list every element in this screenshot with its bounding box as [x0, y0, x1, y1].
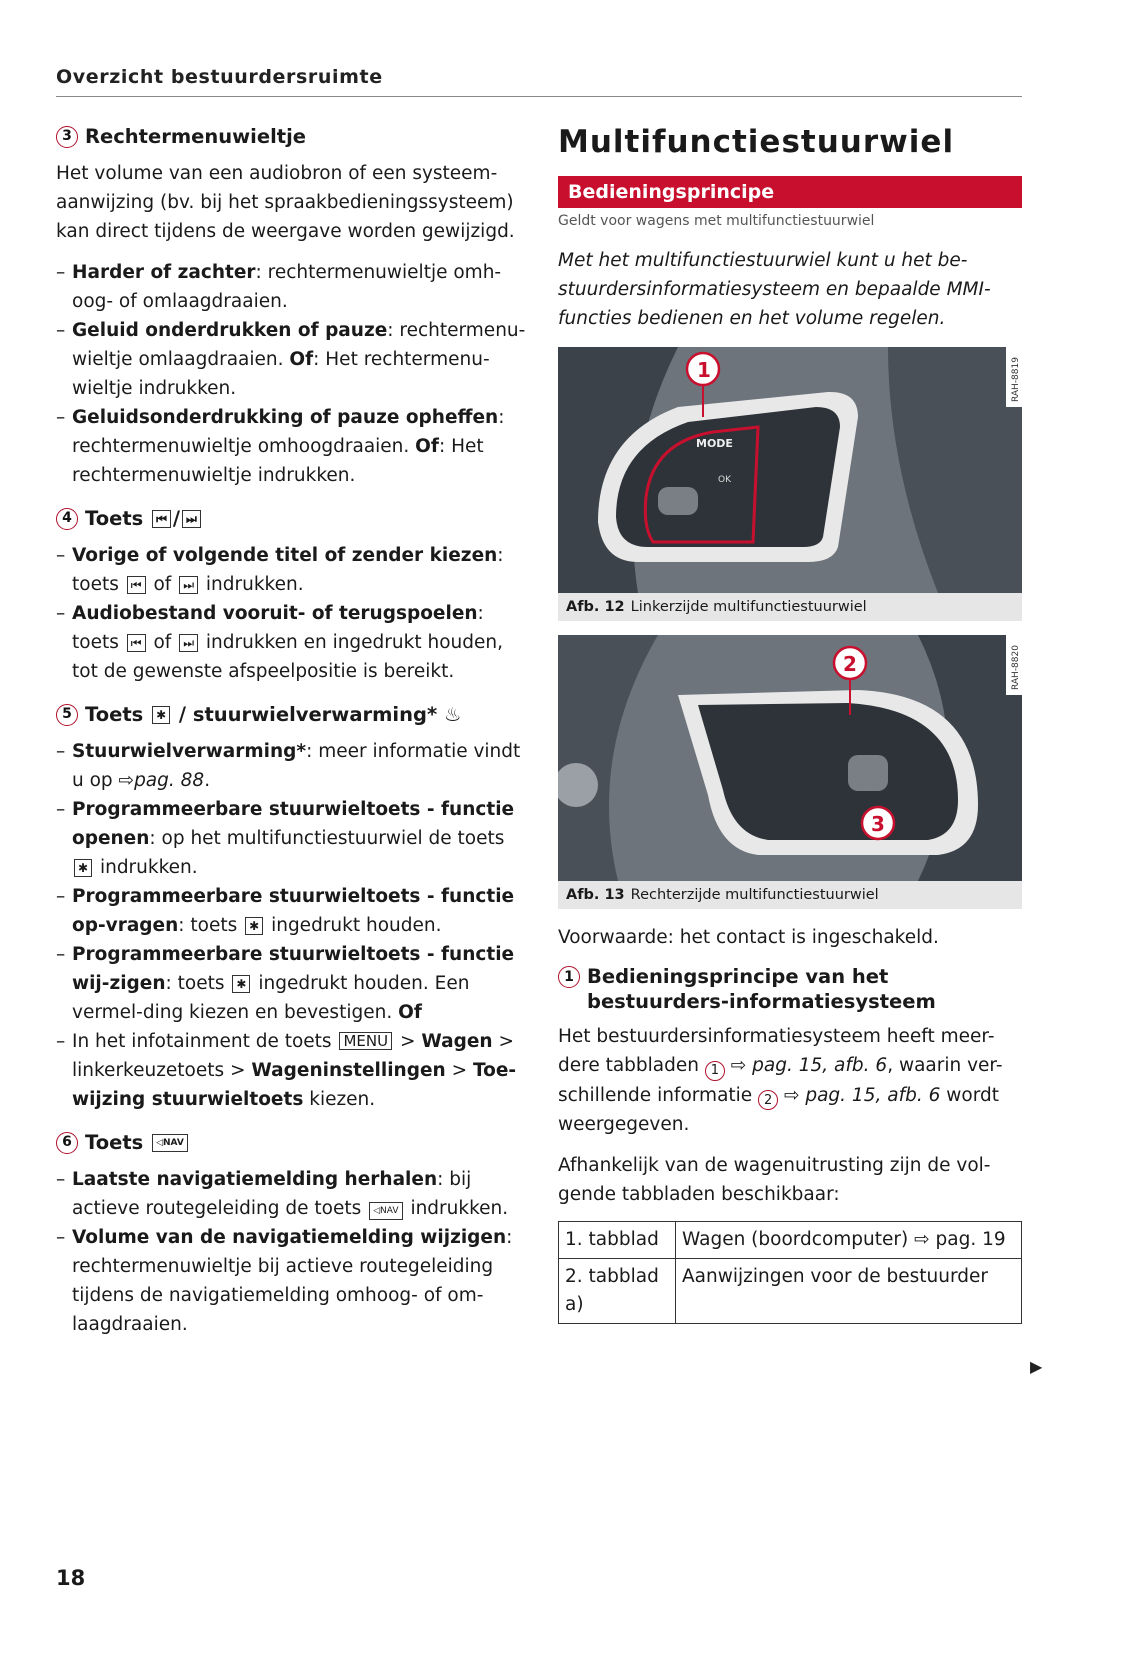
header-divider [56, 96, 1022, 97]
svg-text:MODE: MODE [696, 437, 733, 450]
figure-13-caption: Afb. 13 Rechterzijde multifunctiestuurwiel [558, 881, 1022, 909]
section-3-heading [56, 122, 526, 151]
callout-5-icon: 5 [56, 704, 78, 726]
section-4-title: Toets [85, 507, 144, 530]
list-item: – Geluid onderdrukken of pauze: rechtermenu-wieltje omlaagdraaien. Of: Het rechtermenu-wieltje indrukken. [56, 316, 526, 403]
section-5-heading [56, 700, 526, 729]
section-6-title: Toets [85, 1131, 144, 1154]
callout-6-icon: 6 [56, 1132, 78, 1154]
svg-text:2: 2 [843, 652, 857, 676]
callout-3-icon: 3 [56, 126, 78, 148]
callout-4-icon: 4 [56, 508, 78, 530]
previous-track-key-icon: ⏮ [127, 576, 146, 594]
star-key-icon: ✱ [152, 706, 170, 724]
section-3-title: Rechtermenuwieltje [85, 125, 306, 148]
figure-12-caption: Afb. 12 Linkerzijde multifunctiestuurwiel [558, 593, 1022, 621]
menu-key: MENU [339, 1032, 392, 1050]
steering-heat-icon: ♨ [443, 703, 462, 726]
figure-13-right-wheel [558, 635, 1022, 881]
page-header: Overzicht bestuurdersruimte [56, 66, 383, 88]
list-item: – Programmeerbare stuurwieltoets - functie op-vragen: toets ✱ ingedrukt houden. [56, 882, 526, 940]
section-5-subtitle: / stuurwielverwarming* [178, 703, 438, 726]
precondition-text: Voorwaarde: het contact is ingeschakeld. [558, 927, 939, 948]
list-item: – Programmeerbare stuurwieltoets - functie openen: op het multifunctiestuurwiel de toets ✱ indrukken. [56, 795, 526, 882]
previous-track-key-icon: ⏮ [127, 634, 146, 652]
table-row [559, 1259, 1022, 1324]
right-column [558, 122, 1022, 1324]
next-track-key-icon: ⏭ [179, 576, 198, 594]
list-item: – Programmeerbare stuurwieltoets - functie wij-zigen: toets ✱ ingedrukt houden. Een vermel-ding kiezen en bevestigen. Of [56, 940, 526, 1027]
table-cell: Aanwijzingen voor de bestuurder [676, 1259, 1022, 1324]
section-title: Multifunctiestuurwiel [558, 124, 955, 160]
subsection-bar: Bedieningsprincipe [558, 176, 1022, 208]
list-item: – Stuurwielverwarming*: meer informatie vindt u op ⇨pag. 88. [56, 737, 526, 795]
svg-text:RAH-8819: RAH-8819 [1011, 357, 1021, 402]
table-cell: 1. tabblad [559, 1222, 676, 1259]
section-6-list [56, 1165, 526, 1339]
page-number: 18 [56, 1566, 86, 1590]
section-5-list [56, 737, 526, 1114]
list-item: – Geluidsonderdrukking of pauze opheffen: rechtermenuwieltje omhoogdraaien. Of: Het rechtermenuwieltje indrukken. [56, 403, 526, 490]
intro-text: Met het multifunctiestuurwiel kunt u het be-stuurdersinformatiesysteem en bepaalde MMI-functies bedienen en het volume regelen. [558, 250, 991, 329]
list-item: – Harder of zachter: rechtermenuwieltje omh-oog- of omlaagdraaien. [56, 258, 526, 316]
section-3-list [56, 258, 526, 490]
tabs-table [558, 1221, 1022, 1324]
continue-arrow-icon: ▶ [1030, 1357, 1043, 1376]
svg-text:1: 1 [697, 358, 711, 382]
section-5-title: Toets [85, 703, 144, 726]
callout-1-icon: 1 [558, 966, 580, 988]
figure-12-left-wheel [558, 347, 1022, 593]
list-item: – Audiobestand vooruit- of terugspoelen: toets ⏮ of ⏭ indrukken en ingedrukt houden, tot de gewenste afspeelpositie is bereikt. [56, 599, 526, 686]
svg-text:RAH-8820: RAH-8820 [1011, 645, 1021, 690]
list-item: – Vorige of volgende titel of zender kiezen: toets ⏮ of ⏭ indrukken. [56, 541, 526, 599]
slash: / [172, 507, 180, 530]
star-key-icon: ✱ [74, 859, 92, 877]
steering-wheel-right-illustration [558, 635, 1022, 881]
nav-key-icon: ◁NAV [369, 1202, 402, 1220]
svg-text:3: 3 [871, 812, 885, 836]
star-key-icon: ✱ [232, 975, 250, 993]
svg-text:OK: OK [718, 475, 731, 485]
left-column [56, 122, 526, 1353]
section-4-heading [56, 504, 526, 533]
callout-1-icon: 1 [705, 1061, 725, 1081]
table-cell: Wagen (boordcomputer) ⇨ pag. 19 [676, 1222, 1022, 1259]
section-6-heading [56, 1128, 526, 1157]
list-item: – In het infotainment de toets MENU > Wagen > linkerkeuzetoets > Wageninstellingen > Toe-wijzing stuurwieltoets kiezen. [56, 1027, 526, 1114]
table-cell: 2. tabblad a) [559, 1259, 676, 1324]
next-track-key-icon: ⏭ [179, 634, 198, 652]
section-1-heading [558, 964, 1022, 1014]
next-track-key-icon: ⏭ [182, 510, 201, 528]
nav-key-icon: ◁NAV [152, 1134, 188, 1152]
section-1-title: Bedieningsprincipe van het bestuurders-informatiesysteem [587, 965, 936, 1013]
list-item: – Laatste navigatiemelding herhalen: bij actieve routegeleiding de toets ◁NAV indrukken. [56, 1165, 526, 1223]
list-item: – Volume van de navigatiemelding wijzigen: rechtermenuwieltje bij actieve routegeleiding tijdens de navigatiemelding omhoog- of om-laagdraaien. [56, 1223, 526, 1339]
tabs-paragraph: Het bestuurdersinformatiesysteem heeft meer-dere tabbladen 1 ⇨ pag. 15, afb. 6, waarin ver-schillende informatie 2 ⇨ pag. 15, afb. 6 wordt weergegeven. [558, 1026, 1003, 1135]
section-4-list [56, 541, 526, 686]
section-3-body: Het volume van een audiobron of een systeem-aanwijzing (bv. bij het spraakbedieningssysteem) kan direct tijdens de weergave worden gewijzigd. [56, 163, 515, 242]
availability-paragraph: Afhankelijk van de wagenuitrusting zijn de vol-gende tabbladen beschikbaar: [558, 1155, 991, 1205]
star-key-icon: ✱ [245, 917, 263, 935]
callout-2-icon: 2 [758, 1090, 778, 1110]
previous-track-key-icon: ⏮ [152, 510, 171, 528]
table-row [559, 1222, 1022, 1259]
applies-note: Geldt voor wagens met multifunctiestuurwiel [558, 213, 875, 229]
steering-wheel-left-illustration [558, 347, 1022, 593]
